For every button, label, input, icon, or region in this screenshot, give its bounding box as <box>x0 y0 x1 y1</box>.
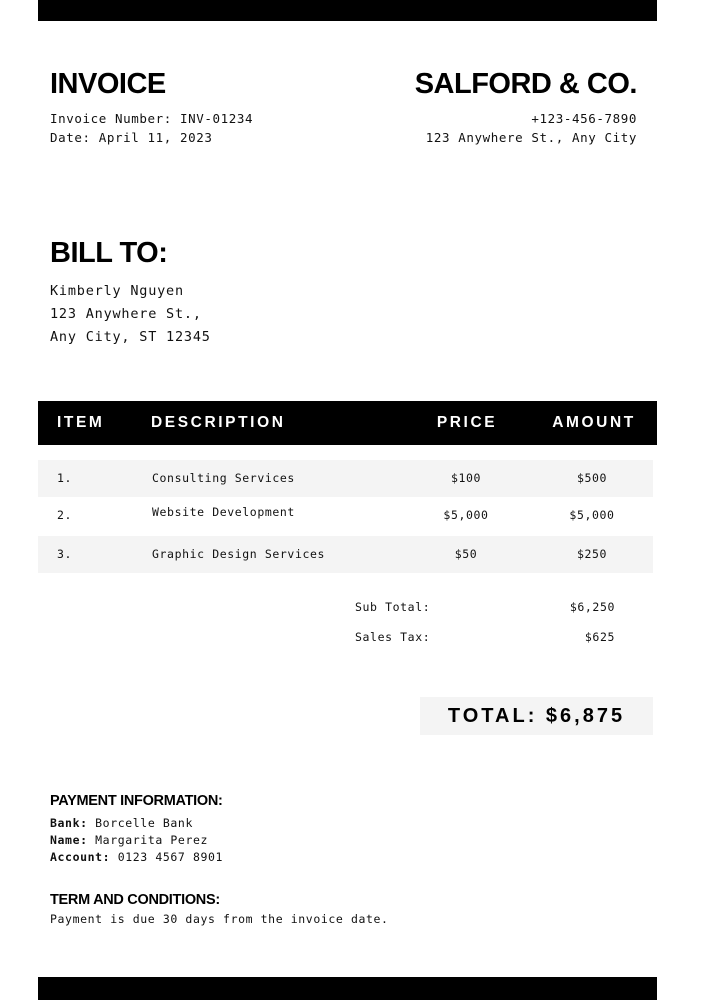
table-row <box>38 460 653 497</box>
row-price: $5,000 <box>443 508 489 522</box>
terms-text: Payment is due 30 days from the invoice date. <box>50 912 389 926</box>
table-header <box>38 401 657 445</box>
top-bar <box>38 0 657 21</box>
account-label: Account: <box>50 850 111 864</box>
row-number: 1. <box>57 471 73 485</box>
sales-tax-label: Sales Tax: <box>355 630 431 644</box>
name-value: Margarita Perez <box>95 833 209 847</box>
total-box <box>420 697 653 735</box>
terms-heading: TERM AND CONDITIONS: <box>50 892 220 908</box>
row-description: Website Development <box>152 505 295 519</box>
table-row <box>38 497 653 534</box>
bill-to-heading: BILL TO: <box>50 237 168 269</box>
invoice-title: INVOICE <box>50 68 166 100</box>
invoice-number: Invoice Number: INV-01234 <box>50 111 254 126</box>
row-number: 3. <box>57 547 73 561</box>
company-phone: +123-456-7890 <box>531 111 637 126</box>
bottom-bar <box>38 977 657 1000</box>
row-description: Graphic Design Services <box>152 547 326 561</box>
client-name: Kimberly Nguyen <box>50 283 184 299</box>
client-city: Any City, ST 12345 <box>50 329 211 345</box>
company-address: 123 Anywhere St., Any City <box>425 130 637 145</box>
name-line <box>50 832 223 849</box>
header-amount: AMOUNT <box>552 414 636 431</box>
header-description: DESCRIPTION <box>151 414 286 431</box>
invoice-date: Date: April 11, 2023 <box>50 130 213 145</box>
subtotal-value: $6,250 <box>569 600 615 614</box>
header-price: PRICE <box>436 414 498 431</box>
row-amount: $250 <box>576 547 608 561</box>
total-amount: TOTAL: $6,875 <box>447 705 626 727</box>
bank-value: Borcelle Bank <box>95 816 193 830</box>
bank-label: Bank: <box>50 816 88 830</box>
table-row <box>38 536 653 573</box>
row-description: Consulting Services <box>152 471 295 485</box>
name-label: Name: <box>50 833 88 847</box>
payment-heading: PAYMENT INFORMATION: <box>50 793 223 809</box>
bank-line <box>50 815 223 832</box>
row-amount: $500 <box>576 471 608 485</box>
row-amount: $5,000 <box>569 508 615 522</box>
row-price: $50 <box>454 547 478 561</box>
company-contact <box>426 109 637 147</box>
invoice-meta <box>50 109 253 147</box>
sales-tax-value: $625 <box>584 630 615 644</box>
account-value: 0123 4567 8901 <box>117 850 224 864</box>
header-item: ITEM <box>57 414 105 431</box>
company-name: SALFORD & CO. <box>414 68 637 100</box>
row-price: $100 <box>450 471 482 485</box>
payment-details <box>50 815 223 866</box>
account-line <box>50 849 223 866</box>
subtotal-label: Sub Total: <box>355 600 431 614</box>
row-number: 2. <box>57 508 73 522</box>
bill-to-address <box>50 280 211 349</box>
client-street: 123 Anywhere St., <box>50 306 202 322</box>
